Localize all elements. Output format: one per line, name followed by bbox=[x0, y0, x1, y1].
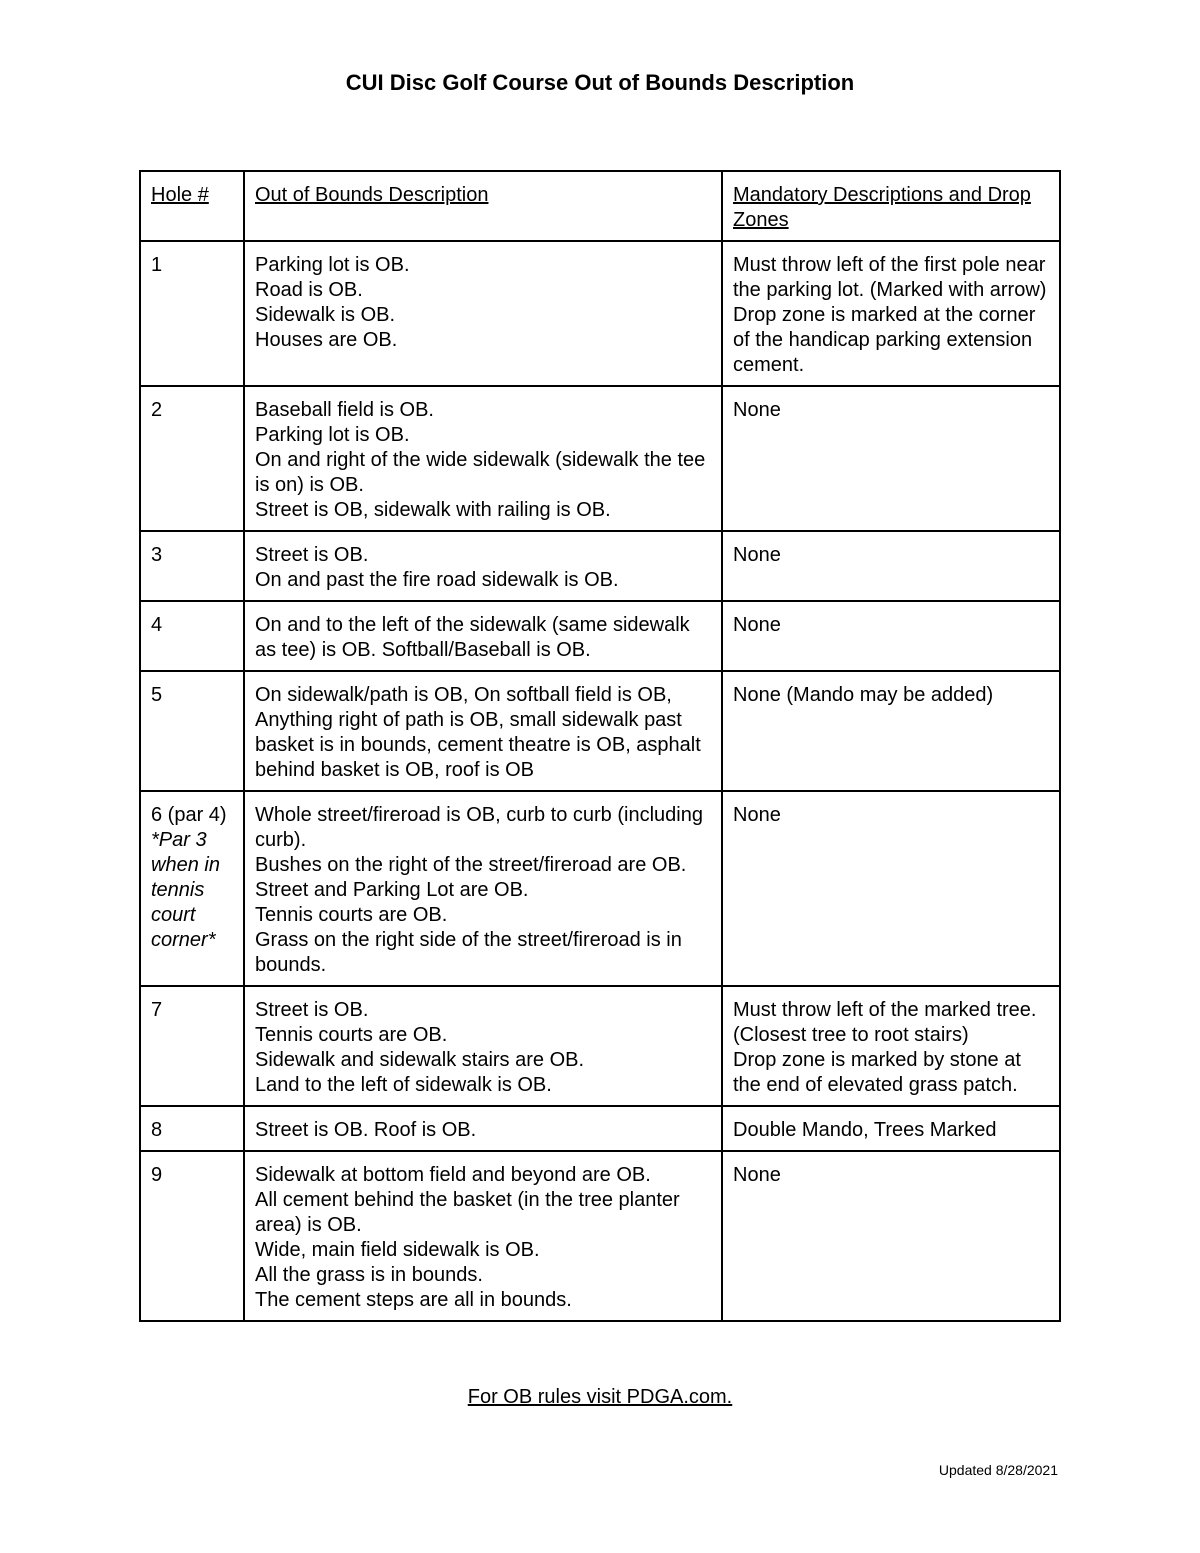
ob-table-body bbox=[140, 171, 1060, 1321]
mando-description-cell bbox=[722, 531, 1060, 601]
table-header-row bbox=[140, 171, 1060, 241]
ob-description-cell-line: Land to the left of sidewalk is OB. bbox=[255, 1074, 552, 1096]
ob-description-cell bbox=[244, 671, 722, 791]
ob-description-cell-line: Tennis courts are OB. bbox=[255, 904, 448, 926]
page-title: CUI Disc Golf Course Out of Bounds Description bbox=[345, 70, 855, 95]
ob-description-cell-line: Sidewalk at bottom field and beyond are OB. bbox=[255, 1164, 651, 1186]
ob-description-cell-line: Houses are OB. bbox=[255, 329, 398, 351]
ob-description-cell-line: Sidewalk and sidewalk stairs are OB. bbox=[255, 1049, 585, 1071]
hole-number-cell bbox=[140, 986, 244, 1106]
ob-description-cell-line: Parking lot is OB. bbox=[255, 424, 410, 446]
table-row bbox=[140, 386, 1060, 531]
hole-number-cell-line: 3 bbox=[151, 544, 163, 566]
table-row bbox=[140, 601, 1060, 671]
hole-number-cell-line: 1 bbox=[151, 254, 163, 276]
ob-description-cell-line: Wide, main field sidewalk is OB. bbox=[255, 1239, 540, 1261]
updated-date: Updated 8/28/2021 bbox=[938, 1462, 1058, 1478]
hole-number-cell-line: 8 bbox=[151, 1119, 163, 1141]
mando-description-cell bbox=[722, 791, 1060, 986]
hole-number-cell bbox=[140, 241, 244, 386]
ob-description-cell-line: Street is OB. bbox=[255, 544, 369, 566]
ob-description-cell-line: Street is OB. bbox=[255, 999, 369, 1021]
ob-description-cell bbox=[244, 386, 722, 531]
hole-number-cell-line: 4 bbox=[151, 614, 163, 636]
table-row bbox=[140, 986, 1060, 1106]
mando-description-cell-line: None bbox=[733, 399, 781, 421]
mando-description-cell-line: Drop zone is marked by stone at the end of elevated grass patch. bbox=[733, 1049, 1021, 1096]
mando-description-cell-line: Double Mando, Trees Marked bbox=[733, 1119, 997, 1141]
hole-number-cell bbox=[140, 386, 244, 531]
ob-description-cell bbox=[244, 241, 722, 386]
ob-description-cell bbox=[244, 986, 722, 1106]
ob-description-cell-line: Street and Parking Lot are OB. bbox=[255, 879, 529, 901]
ob-description-cell-line: Road is OB. bbox=[255, 279, 363, 301]
pdga-link[interactable]: For OB rules visit PDGA.com. bbox=[467, 1386, 733, 1408]
ob-description-cell-line: The cement steps are all in bounds. bbox=[255, 1289, 572, 1311]
mando-description-cell-line: None bbox=[733, 614, 781, 636]
ob-description-cell-line: Tennis courts are OB. bbox=[255, 1024, 448, 1046]
mando-description-cell-line: Must throw left of the marked tree. (Closest tree to root stairs) bbox=[733, 999, 1037, 1046]
table-row bbox=[140, 671, 1060, 791]
hole-number-cell bbox=[140, 791, 244, 986]
ob-description-cell-line: On sidewalk/path is OB, On softball field is OB, Anything right of path is OB, small sidewalk past basket is in bounds, cement theatre is OB, asphalt behind basket is OB, roof is OB bbox=[255, 684, 701, 781]
hole-number-cell bbox=[140, 1106, 244, 1151]
mando-description-cell-line: None (Mando may be added) bbox=[733, 684, 994, 706]
ob-description-cell bbox=[244, 791, 722, 986]
hole-number-cell bbox=[140, 601, 244, 671]
ob-description-cell-line: Grass on the right side of the street/fireroad is in bounds. bbox=[255, 929, 682, 976]
mando-description-cell-line: Drop zone is marked at the corner of the handicap parking extension cement. bbox=[733, 304, 1036, 376]
ob-description-cell bbox=[244, 1151, 722, 1321]
ob-description-cell-line: Whole street/fireroad is OB, curb to curb (including curb). bbox=[255, 804, 703, 851]
hole-note: *Par 3 when in tennis court corner* bbox=[151, 829, 220, 951]
mando-description-cell bbox=[722, 1151, 1060, 1321]
table-row bbox=[140, 241, 1060, 386]
ob-description-cell-line: On and past the fire road sidewalk is OB. bbox=[255, 569, 619, 591]
hole-number-cell bbox=[140, 671, 244, 791]
header-cell-ob bbox=[244, 171, 722, 241]
mando-description-cell bbox=[722, 986, 1060, 1106]
hole-number-cell-line: 9 bbox=[151, 1164, 163, 1186]
mando-description-cell bbox=[722, 671, 1060, 791]
ob-description-cell-line: All the grass is in bounds. bbox=[255, 1264, 483, 1286]
ob-table bbox=[139, 170, 1061, 1322]
ob-description-cell-line: Sidewalk is OB. bbox=[255, 304, 396, 326]
ob-description-cell-line: Street is OB. Roof is OB. bbox=[255, 1119, 477, 1141]
header-mando-description: Mandatory Descriptions and Drop Zones bbox=[733, 184, 1031, 231]
header-cell-mando bbox=[722, 171, 1060, 241]
table-row bbox=[140, 1106, 1060, 1151]
mando-description-cell-line: Must throw left of the first pole near the parking lot. (Marked with arrow) bbox=[733, 254, 1047, 301]
table-row bbox=[140, 531, 1060, 601]
mando-description-cell bbox=[722, 241, 1060, 386]
mando-description-cell-line: None bbox=[733, 804, 781, 826]
ob-description-cell-line: On and right of the wide sidewalk (sidewalk the tee is on) is OB. bbox=[255, 449, 706, 496]
mando-description-cell-line: None bbox=[733, 544, 781, 566]
hole-number-cell bbox=[140, 1151, 244, 1321]
ob-description-cell-line: On and to the left of the sidewalk (same sidewalk as tee) is OB. Softball/Baseball is OB. bbox=[255, 614, 690, 661]
ob-description-cell bbox=[244, 531, 722, 601]
ob-description-cell-line: Baseball field is OB. bbox=[255, 399, 434, 421]
mando-description-cell-line: None bbox=[733, 1164, 781, 1186]
ob-description-cell-line: Bushes on the right of the street/fireroad are OB. bbox=[255, 854, 687, 876]
header-ob-description: Out of Bounds Description bbox=[255, 184, 489, 206]
hole-number-cell-line: 7 bbox=[151, 999, 163, 1021]
hole-number-cell-line: 5 bbox=[151, 684, 163, 706]
hole-number-cell bbox=[140, 531, 244, 601]
ob-description-cell bbox=[244, 601, 722, 671]
ob-description-cell-line: Street is OB, sidewalk with railing is OB. bbox=[255, 499, 611, 521]
ob-description-cell-line: Parking lot is OB. bbox=[255, 254, 410, 276]
mando-description-cell bbox=[722, 1106, 1060, 1151]
hole-number-cell-line: 2 bbox=[151, 399, 163, 421]
header-cell-hole bbox=[140, 171, 244, 241]
ob-description-cell bbox=[244, 1106, 722, 1151]
table-row bbox=[140, 1151, 1060, 1321]
mando-description-cell bbox=[722, 386, 1060, 531]
table-row bbox=[140, 791, 1060, 986]
mando-description-cell bbox=[722, 601, 1060, 671]
hole-number-cell-line: 6 (par 4) bbox=[151, 804, 227, 826]
header-hole: Hole # bbox=[151, 184, 209, 206]
ob-description-cell-line: All cement behind the basket (in the tree planter area) is OB. bbox=[255, 1189, 680, 1236]
